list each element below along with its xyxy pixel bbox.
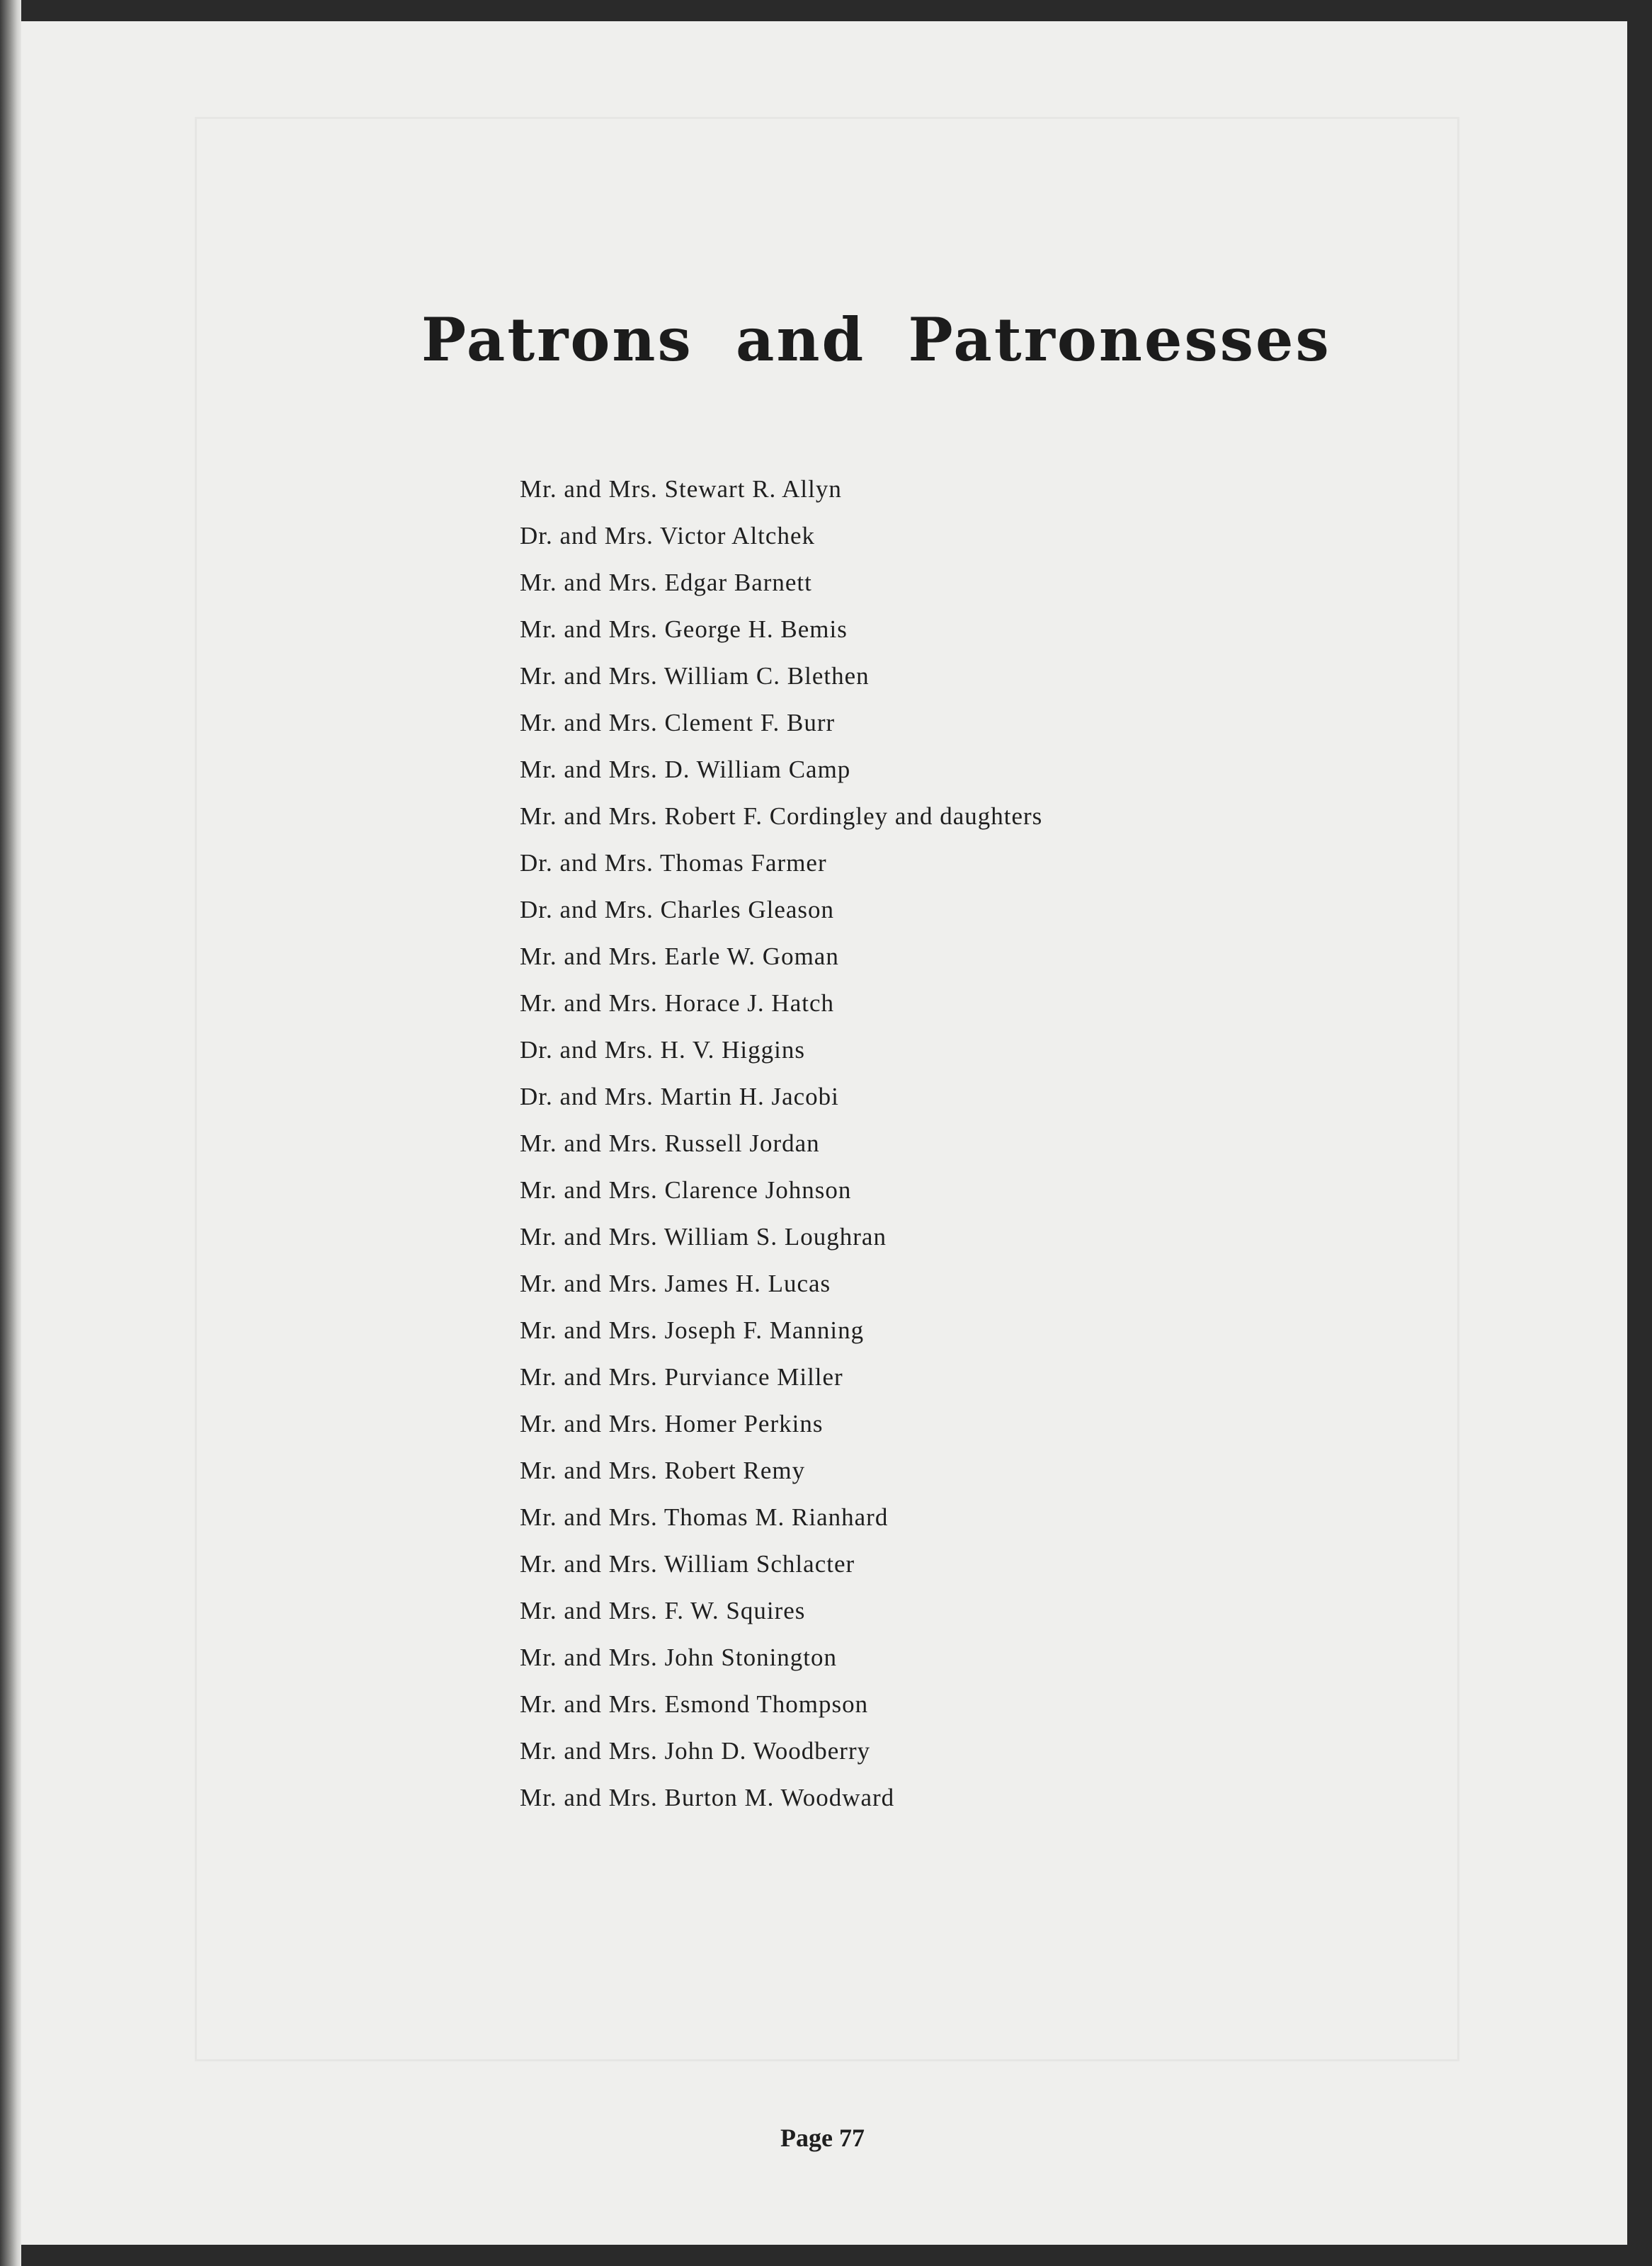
patron-entry: Mr. and Mrs. Clarence Johnson [520,1176,852,1204]
page-title: Patrons and Patronesses [421,304,1331,375]
patron-entry: Mr. and Mrs. Thomas M. Rianhard [520,1503,889,1531]
patron-entry: Mr. and Mrs. D. William Camp [520,756,851,783]
document-page [21,21,1627,2245]
patron-entry: Mr. and Mrs. William S. Loughran [520,1223,887,1251]
patron-entry: Dr. and Mrs. Thomas Farmer [520,849,827,877]
patron-entry: Mr. and Mrs. Earle W. Goman [520,943,839,970]
patron-entry: Mr. and Mrs. Burton M. Woodward [520,1784,895,1811]
patron-entry: Dr. and Mrs. H. V. Higgins [520,1036,805,1064]
patron-list [520,466,1042,1821]
patron-entry: Mr. and Mrs. Horace J. Hatch [520,989,835,1017]
patron-entry: Mr. and Mrs. John D. Woodberry [520,1737,871,1765]
patron-entry: Mr. and Mrs. Homer Perkins [520,1410,824,1437]
patron-entry: Dr. and Mrs. Martin H. Jacobi [520,1083,839,1110]
patron-entry: Mr. and Mrs. George H. Bemis [520,615,848,643]
patron-entry: Mr. and Mrs. Robert Remy [520,1457,806,1484]
patron-entry: Mr. and Mrs. Stewart R. Allyn [520,475,842,503]
patron-entry: Mr. and Mrs. William Schlacter [520,1550,855,1578]
patron-entry: Mr. and Mrs. Edgar Barnett [520,569,812,596]
patron-entry: Mr. and Mrs. Esmond Thompson [520,1690,869,1718]
patron-entry: Mr. and Mrs. F. W. Squires [520,1597,806,1624]
patron-entry: Mr. and Mrs. Russell Jordan [520,1129,820,1157]
patron-entry: Mr. and Mrs. Purviance Miller [520,1363,843,1391]
patron-entry: Mr. and Mrs. John Stonington [520,1644,838,1671]
page-number: Page 77 [780,2124,865,2152]
patron-entry: Dr. and Mrs. Charles Gleason [520,896,835,923]
patron-entry: Mr. and Mrs. James H. Lucas [520,1270,831,1297]
book-binding [0,0,21,2266]
patron-entry: Mr. and Mrs. William C. Blethen [520,662,870,690]
patron-entry: Mr. and Mrs. Robert F. Cordingley and daughters [520,802,1043,830]
patron-entry: Dr. and Mrs. Victor Altchek [520,522,815,550]
patron-entry: Mr. and Mrs. Clement F. Burr [520,709,836,736]
patron-entry: Mr. and Mrs. Joseph F. Manning [520,1316,865,1344]
